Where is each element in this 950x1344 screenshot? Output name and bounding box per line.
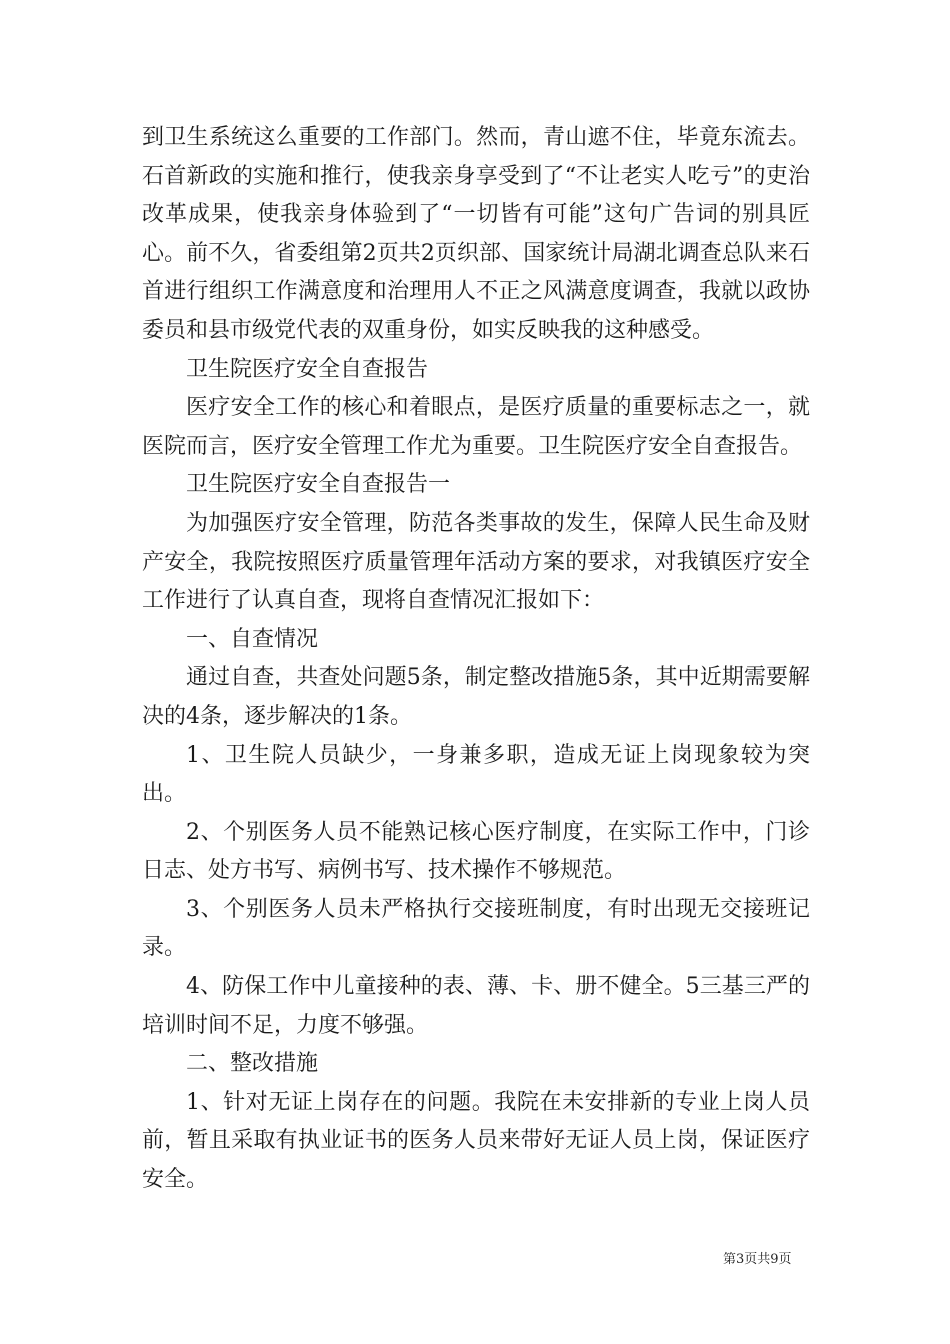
paragraph-intro: 医疗安全工作的核心和着眼点，是医疗质量的重要标志之一，就医院而言，医疗安全管理工作尤为重要。卫生院医疗安全自查报告。 [142, 395, 810, 459]
report-title: 卫生院医疗安全自查报告一 [186, 472, 451, 498]
list-item-2: 2、个别医务人员不能熟记核心医疗制度，在实际工作中，门诊日志、处方书写、病例书写、技术操作不够规范。 [142, 819, 810, 884]
heading-measures: 二、整改措施 [186, 1051, 319, 1077]
page-number: 第3页共9页 [723, 1252, 792, 1267]
heading-self-check: 一、自查情况 [186, 626, 319, 652]
list-item-4: 4、防保工作中儿童接种的表、薄、卡、册不健全。5三基三严的培训时间不足，力度不够强。 [142, 974, 810, 1038]
section-title: 卫生院医疗安全自查报告 [186, 356, 429, 382]
paragraph-continuation: 到卫生系统这么重要的工作部门。然而，青山遮不住，毕竟东流去。石首新政的实施和推行，使我亲身享受到了“不让老实人吃亏”的吏治改革成果，使我亲身体验到了“一切皆有可能”这句广告词的别具匠心。前不久，省委组第2页共2页织部、国家统计局湖北调查总队来石首进行组织工作满意度和治理用人不正之风满意度调查，我就以政协委员和县市级党代表的双重身份，如实反映我的这种感受。 [142, 125, 810, 343]
paragraph-summary: 通过自查，共查处问题5条，制定整改措施5条，其中近期需要解决的4条，逐步解决的1条。 [142, 665, 810, 729]
paragraph-purpose: 为加强医疗安全管理，防范各类事故的发生，保障人民生命及财产安全，我院按照医疗质量管理年活动方案的要求，对我镇医疗安全工作进行了认真自查，现将自查情况汇报如下： [142, 510, 810, 614]
list-item-1: 1、卫生院人员缺少，一身兼多职，造成无证上岗现象较为突出。 [142, 742, 810, 807]
list-item-3: 3、个别医务人员未严格执行交接班制度，有时出现无交接班记录。 [142, 896, 810, 961]
measure-item-1: 1、针对无证上岗存在的问题。我院在未安排新的专业上岗人员前，暂且采取有执业证书的医务人员来带好无证人员上岗，保证医疗安全。 [142, 1089, 810, 1193]
document-body [142, 119, 810, 1200]
